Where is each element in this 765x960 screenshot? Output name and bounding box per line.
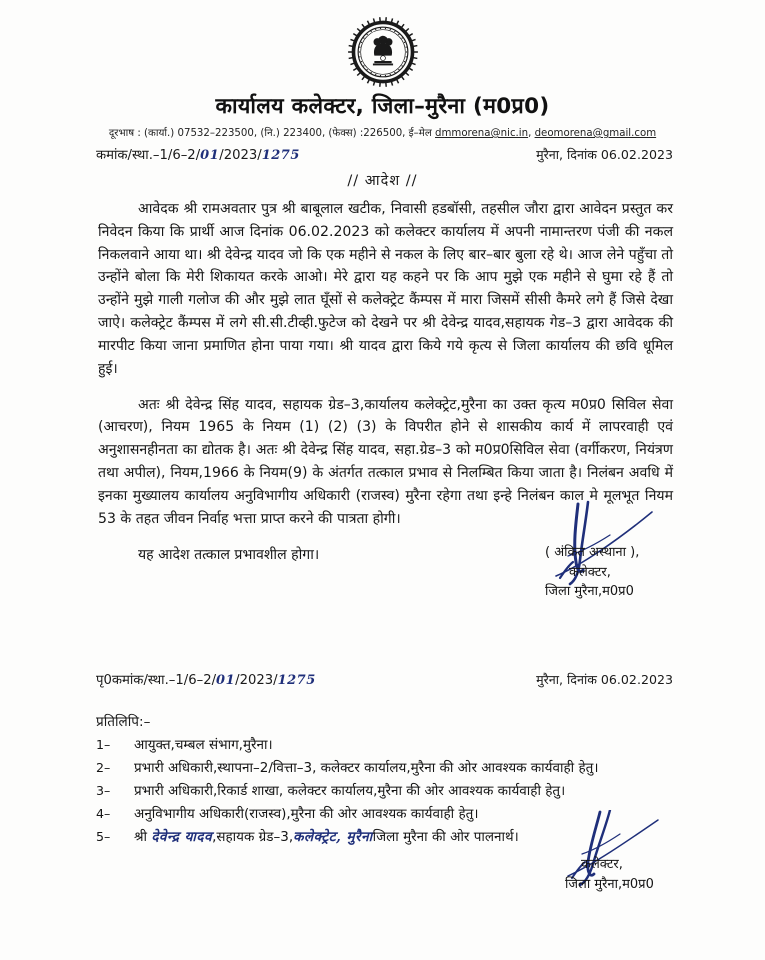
paragraph-complaint: आवेदक श्री रामअवतार पुत्र श्री बाबूलाल खटीक, निवासी हडबॉसी, तहसील जौरा द्वारा आवेदन प्रस्तुत कर निवेदन किया कि प्रार्थी आज दिनांक 06.02.2023 को कलेक्टर कार्यालय में अपनी नामान्तरण पंजी की नकल निकलवाने आया था। श्री देवेन्द्र यादव जो कि एक महीने से नकल के लिए बार–बार बुला रहे थे। आज लेने पहुँचा तो उन्होंने बोला कि मेरी शिकायत करके आओ। मेरे द्वारा यह कहने पर कि आप मुझे एक महीने से घुमा रहे हैं तो उन्होंने मुझे गाली गलोज की और मुझे लात घूँसों से कलेक्ट्रेट कैंम्पस में मारा जिसमें सीसी कैमरे लगे हैं जिसे देखा जाऐ। कलेक्ट्रेट कैंम्पस में लगे सी.सी.टीव्ही.फुटेज को देखने पर श्री देवेन्द्र यादव,सहायक गेड–3 द्वारा आवेदक की मारपीट किया जाना प्रमाणित होना पाया गया। श्री यादव द्वारा किये गये कृत्य से जिला कार्यालय की छवि धूमिल हुई। [98, 201, 673, 377]
collector-designation-endorsement: कलेक्टर, [581, 857, 623, 872]
endorsement-reference-label: पृ0कमांक/स्था.–1/6–2/ [96, 673, 217, 689]
list-item-text [134, 827, 673, 848]
list-item [96, 827, 673, 848]
list-item-text: आयुक्त,चम्बल संभाग,मुरैना। [134, 737, 273, 754]
contact-line [0, 125, 765, 139]
list-item [96, 781, 673, 802]
list-item-text-prefix: श्री [134, 829, 152, 846]
place-and-date: मुरैना, दिनांक 06.02.2023 [536, 147, 673, 162]
paragraph-effective-immediately: यह आदेश तत्काल प्रभावशील होगा। [138, 546, 320, 563]
list-item-handwritten-name: देवेन्द्र यादव [151, 829, 213, 846]
list-item-number: 4– [96, 806, 111, 822]
copy-to-list [0, 735, 765, 848]
collector-signature-block [545, 543, 639, 602]
list-item-text-mid: ,सहायक ग्रेड–3, [212, 829, 294, 846]
list-item-number: 1– [96, 737, 111, 753]
order-heading: // आदेश // [347, 173, 418, 189]
list-item [96, 804, 673, 825]
endorsement-reference-year: /2023/ [235, 673, 278, 689]
list-item-number: 2– [96, 760, 111, 776]
copy-to-label: प्रतिलिपि:– [96, 714, 151, 731]
collector-office-endorsement: जिला मुरैना,म0प्र0 [565, 876, 654, 892]
contact-prefix: दूरभाष : (कार्या.) 07532–223500, (नि.) 223400, (फेक्स) :226500, ई–मेल [108, 128, 435, 139]
reference-row [0, 139, 765, 163]
list-item-text-suffix: जिला मुरैना की ओर पालनार्थ। [372, 829, 519, 846]
collector-name: ( अंकित अस्थाना ), [545, 545, 640, 560]
email-address-secondary[interactable]: deomorena@gmail.com [534, 128, 657, 139]
document-body [0, 190, 765, 566]
reference-handwritten-serial: 01 [200, 148, 220, 163]
endorsement-reference-number [96, 670, 316, 688]
india-state-emblem-seal-icon [347, 16, 419, 88]
office-title: कार्यालय कलेक्टर, जिला–मुरैना (म0प्र0) [215, 94, 550, 119]
endorsement-handwritten-number: 1275 [277, 673, 316, 689]
list-item-number: 5– [96, 829, 111, 845]
reference-handwritten-number: 1275 [261, 148, 300, 163]
list-item-handwritten-office: कलेक्ट्रेट, मुरैना [293, 829, 373, 846]
endorsement-handwritten-serial: 01 [216, 673, 236, 689]
reference-year: /2023/ [219, 148, 262, 163]
collector-signature-block-endorsement [565, 855, 654, 894]
collector-designation: कलेक्टर, [569, 564, 611, 580]
document-header [0, 0, 765, 139]
list-item-text: अनुविभागीय अधिकारी(राजस्व),मुरैना की ओर आवश्यक कार्यवाही हेतु। [134, 806, 479, 823]
list-item [96, 758, 673, 779]
email-separator: , [528, 128, 535, 139]
email-address-primary[interactable]: dmmorena@nic.in [435, 128, 529, 139]
emblem-wrapper [0, 14, 765, 90]
list-item-text: प्रभारी अधिकारी,रिकार्ड शाखा, कलेक्टर कार्यालय,मुरैना की ओर आवश्यक कार्यवाही हेतु। [134, 783, 566, 800]
reference-label: कमांक/स्था.–1/6–2/ [96, 148, 201, 163]
endorsement-place-and-date: मुरैना, दिनांक 06.02.2023 [536, 672, 673, 688]
collector-office: जिला मुरैना,म0प्र0 [545, 584, 634, 599]
endorsement-row [0, 670, 765, 688]
paragraph-suspension-order: अतः श्री देवेन्द्र सिंह यादव, सहायक ग्रेड–3,कार्यालय कलेक्ट्रेट,मुरैना का उक्त कृत्य म0प्र0 सिविल सेवा (आचरण), नियम 1965 के नियम (1) (2) (3) के विपरीत होने से शासकीय कार्य में लापरवाही एवं अनुशासनहीनता का द्योतक है। अतः श्री देवेन्द्र सिंह यादव, सहा.ग्रेड–3 को म0प्र0सिविल सेवा (वर्गीकरण, नियंत्रण तथा अपील), नियम,1966 के नियम(9) के अंतर्गत तत्काल प्रभाव से निलम्बित किया जाता है। निलंबन अवधि में इनका मुख्यालय कार्यालय अनुविभागीय अधिकारी (राजस्व) मुरैना रहेगा तथा इन्हे निलंबन काल मे मूलभूत नियम 53 के तहत जीवन निर्वाह भत्ता प्राप्त करने की पात्रता होगी। [98, 396, 673, 527]
list-item [96, 735, 673, 756]
list-item-number: 3– [96, 783, 111, 799]
reference-number [96, 145, 300, 163]
list-item-text: प्रभारी अधिकारी,स्थापना–2/वित्ता–3, कलेक्टर कार्यालय,मुरैना की ओर आवश्यक कार्यवाही हेतु। [134, 760, 599, 777]
